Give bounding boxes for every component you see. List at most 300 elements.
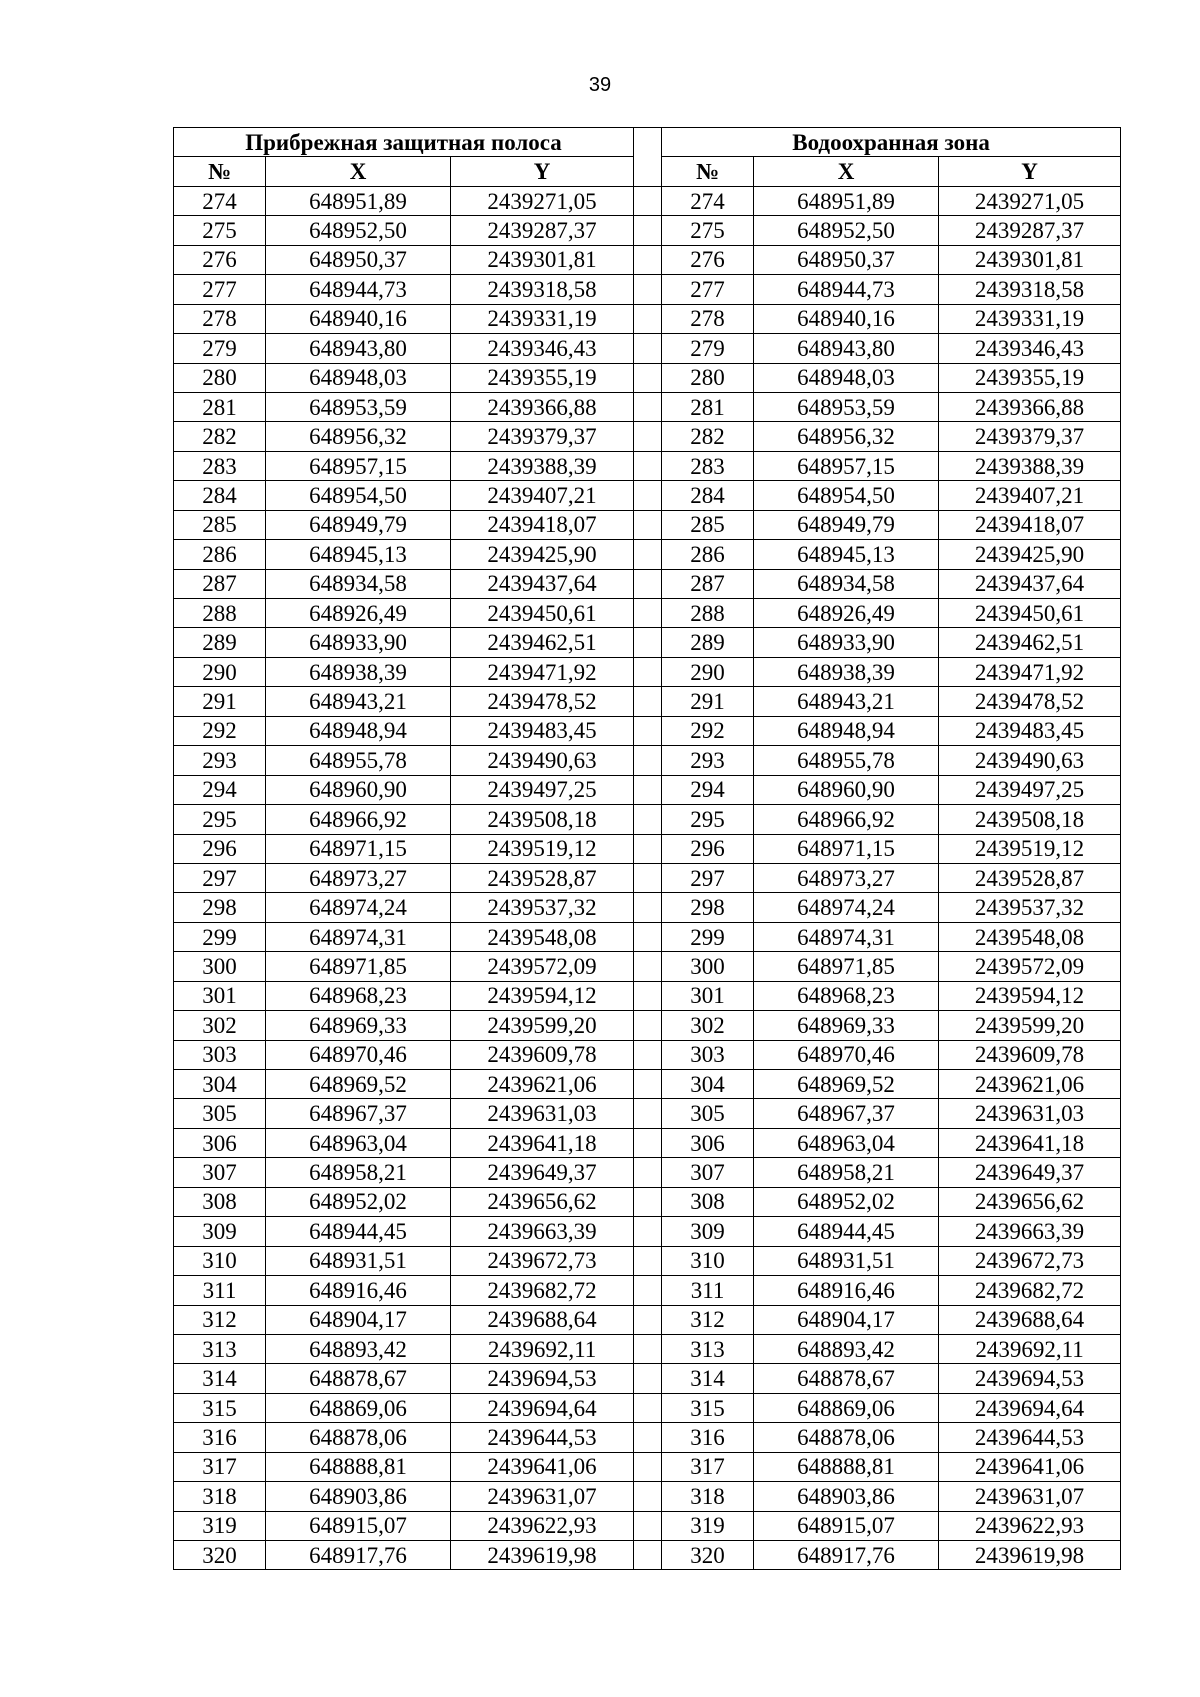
left-y-header: Y <box>451 157 634 186</box>
left-y-cell: 2439462,51 <box>451 628 634 657</box>
left-y-cell: 2439619,98 <box>451 1541 634 1570</box>
gap-cell <box>634 657 662 686</box>
left-x-cell: 648943,21 <box>266 687 451 716</box>
right-num-cell: 288 <box>662 599 754 628</box>
table-row <box>174 716 1121 745</box>
right-y-cell: 2439609,78 <box>939 1040 1121 1069</box>
gap-cell <box>634 540 662 569</box>
right-x-cell: 648903,86 <box>754 1482 939 1511</box>
right-y-cell: 2439621,06 <box>939 1070 1121 1099</box>
right-num-cell: 305 <box>662 1099 754 1128</box>
right-x-cell: 648966,92 <box>754 805 939 834</box>
right-num-cell: 301 <box>662 981 754 1010</box>
page-number: 39 <box>588 74 612 96</box>
left-y-cell: 2439471,92 <box>451 657 634 686</box>
gap-cell <box>634 1070 662 1099</box>
gap-cell <box>634 599 662 628</box>
right-y-cell: 2439346,43 <box>939 334 1121 363</box>
table-row <box>174 1305 1121 1334</box>
left-num-cell: 284 <box>174 481 266 510</box>
left-num-header: № <box>174 157 266 186</box>
table-row <box>174 1393 1121 1422</box>
left-y-cell: 2439537,32 <box>451 893 634 922</box>
right-x-cell: 648956,32 <box>754 422 939 451</box>
table-row <box>174 1099 1121 1128</box>
table-row <box>174 1070 1121 1099</box>
left-x-cell: 648957,15 <box>266 451 451 480</box>
right-num-cell: 304 <box>662 1070 754 1099</box>
right-x-cell: 648943,21 <box>754 687 939 716</box>
gap-cell <box>634 1128 662 1157</box>
right-x-cell: 648970,46 <box>754 1040 939 1069</box>
coordinates-table <box>173 127 1121 1570</box>
left-num-cell: 285 <box>174 510 266 539</box>
left-y-cell: 2439478,52 <box>451 687 634 716</box>
right-x-cell: 648953,59 <box>754 392 939 421</box>
gap-cell <box>634 1511 662 1540</box>
right-num-cell: 274 <box>662 186 754 215</box>
right-x-cell: 648944,45 <box>754 1217 939 1246</box>
right-x-cell: 648949,79 <box>754 510 939 539</box>
right-y-cell: 2439508,18 <box>939 805 1121 834</box>
right-y-cell: 2439641,18 <box>939 1128 1121 1157</box>
right-x-cell: 648931,51 <box>754 1246 939 1275</box>
gap-cell <box>634 363 662 392</box>
left-x-cell: 648948,94 <box>266 716 451 745</box>
right-x-cell: 648878,67 <box>754 1364 939 1393</box>
table-row <box>174 245 1121 274</box>
right-num-cell: 275 <box>662 216 754 245</box>
right-y-cell: 2439599,20 <box>939 1011 1121 1040</box>
right-num-cell: 277 <box>662 275 754 304</box>
gap-cell <box>634 1541 662 1570</box>
gap-cell <box>634 334 662 363</box>
gap-cell <box>634 1364 662 1393</box>
table-row <box>174 540 1121 569</box>
left-x-cell: 648869,06 <box>266 1393 451 1422</box>
left-num-cell: 307 <box>174 1158 266 1187</box>
left-x-cell: 648948,03 <box>266 363 451 392</box>
gap-cell <box>634 981 662 1010</box>
right-x-cell: 648974,31 <box>754 922 939 951</box>
gap-cell <box>634 510 662 539</box>
right-y-cell: 2439631,03 <box>939 1099 1121 1128</box>
left-y-cell: 2439656,62 <box>451 1187 634 1216</box>
right-num-cell: 300 <box>662 952 754 981</box>
left-num-cell: 320 <box>174 1541 266 1570</box>
gap-cell <box>634 569 662 598</box>
right-x-cell: 648948,03 <box>754 363 939 392</box>
table-row <box>174 510 1121 539</box>
table-row <box>174 746 1121 775</box>
right-x-cell: 648948,94 <box>754 716 939 745</box>
right-x-cell: 648878,06 <box>754 1423 939 1452</box>
right-x-cell: 648915,07 <box>754 1511 939 1540</box>
right-num-cell: 285 <box>662 510 754 539</box>
table-row <box>174 1364 1121 1393</box>
right-num-cell: 293 <box>662 746 754 775</box>
left-num-cell: 287 <box>174 569 266 598</box>
left-y-cell: 2439425,90 <box>451 540 634 569</box>
table-row <box>174 657 1121 686</box>
left-num-cell: 290 <box>174 657 266 686</box>
left-y-cell: 2439528,87 <box>451 863 634 892</box>
left-num-cell: 298 <box>174 893 266 922</box>
left-y-cell: 2439692,11 <box>451 1334 634 1363</box>
right-num-cell: 314 <box>662 1364 754 1393</box>
left-x-cell: 648952,02 <box>266 1187 451 1216</box>
right-y-cell: 2439271,05 <box>939 186 1121 215</box>
left-y-cell: 2439450,61 <box>451 599 634 628</box>
left-y-cell: 2439490,63 <box>451 746 634 775</box>
right-x-cell: 648967,37 <box>754 1099 939 1128</box>
gap-cell <box>634 1246 662 1275</box>
section-title-row <box>174 128 1121 157</box>
right-y-cell: 2439301,81 <box>939 245 1121 274</box>
left-y-cell: 2439599,20 <box>451 1011 634 1040</box>
gap-cell <box>634 1334 662 1363</box>
left-num-cell: 302 <box>174 1011 266 1040</box>
right-y-cell: 2439649,37 <box>939 1158 1121 1187</box>
left-y-cell: 2439694,53 <box>451 1364 634 1393</box>
left-y-cell: 2439682,72 <box>451 1276 634 1305</box>
right-x-cell: 648969,52 <box>754 1070 939 1099</box>
left-y-cell: 2439694,64 <box>451 1393 634 1422</box>
right-num-cell: 280 <box>662 363 754 392</box>
left-y-cell: 2439621,06 <box>451 1070 634 1099</box>
left-x-cell: 648933,90 <box>266 628 451 657</box>
left-x-cell: 648971,85 <box>266 952 451 981</box>
gap-cell <box>634 1099 662 1128</box>
left-num-cell: 278 <box>174 304 266 333</box>
table-gap <box>634 128 662 187</box>
right-x-cell: 648969,33 <box>754 1011 939 1040</box>
table-row <box>174 451 1121 480</box>
right-x-cell: 648958,21 <box>754 1158 939 1187</box>
left-num-cell: 274 <box>174 186 266 215</box>
right-y-cell: 2439631,07 <box>939 1482 1121 1511</box>
left-num-cell: 275 <box>174 216 266 245</box>
right-num-cell: 320 <box>662 1541 754 1570</box>
left-x-cell: 648955,78 <box>266 746 451 775</box>
right-y-cell: 2439366,88 <box>939 392 1121 421</box>
left-y-cell: 2439641,06 <box>451 1452 634 1481</box>
left-num-cell: 310 <box>174 1246 266 1275</box>
right-x-cell: 648934,58 <box>754 569 939 598</box>
right-y-cell: 2439450,61 <box>939 599 1121 628</box>
table-row <box>174 422 1121 451</box>
right-x-cell: 648974,24 <box>754 893 939 922</box>
right-num-cell: 281 <box>662 392 754 421</box>
right-num-cell: 317 <box>662 1452 754 1481</box>
gap-cell <box>634 687 662 716</box>
right-num-cell: 319 <box>662 1511 754 1540</box>
right-y-cell: 2439483,45 <box>939 716 1121 745</box>
left-num-cell: 309 <box>174 1217 266 1246</box>
right-x-cell: 648916,46 <box>754 1276 939 1305</box>
left-y-cell: 2439672,73 <box>451 1246 634 1275</box>
right-y-cell: 2439694,64 <box>939 1393 1121 1422</box>
right-y-cell: 2439641,06 <box>939 1452 1121 1481</box>
left-x-cell: 648944,73 <box>266 275 451 304</box>
gap-cell <box>634 245 662 274</box>
left-x-cell: 648968,23 <box>266 981 451 1010</box>
table-row <box>174 186 1121 215</box>
right-y-cell: 2439425,90 <box>939 540 1121 569</box>
left-x-cell: 648960,90 <box>266 775 451 804</box>
gap-cell <box>634 1158 662 1187</box>
left-num-cell: 280 <box>174 363 266 392</box>
left-x-cell: 648971,15 <box>266 834 451 863</box>
right-num-cell: 282 <box>662 422 754 451</box>
right-num-cell: 287 <box>662 569 754 598</box>
left-y-cell: 2439508,18 <box>451 805 634 834</box>
left-x-cell: 648943,80 <box>266 334 451 363</box>
right-y-cell: 2439594,12 <box>939 981 1121 1010</box>
left-y-cell: 2439483,45 <box>451 716 634 745</box>
right-num-cell: 311 <box>662 1276 754 1305</box>
right-x-cell: 648926,49 <box>754 599 939 628</box>
right-section-title: Водоохранная зона <box>662 128 1121 157</box>
gap-cell <box>634 1276 662 1305</box>
right-x-header: X <box>754 157 939 186</box>
right-y-cell: 2439619,98 <box>939 1541 1121 1570</box>
gap-cell <box>634 952 662 981</box>
left-x-cell: 648917,76 <box>266 1541 451 1570</box>
table-row <box>174 952 1121 981</box>
table-row <box>174 304 1121 333</box>
right-y-cell: 2439663,39 <box>939 1217 1121 1246</box>
gap-cell <box>634 805 662 834</box>
left-y-cell: 2439622,93 <box>451 1511 634 1540</box>
table-header <box>174 128 1121 187</box>
right-x-cell: 648933,90 <box>754 628 939 657</box>
left-y-cell: 2439631,03 <box>451 1099 634 1128</box>
table-row <box>174 1158 1121 1187</box>
left-x-cell: 648878,67 <box>266 1364 451 1393</box>
right-y-cell: 2439355,19 <box>939 363 1121 392</box>
left-num-cell: 314 <box>174 1364 266 1393</box>
left-num-cell: 301 <box>174 981 266 1010</box>
left-x-cell: 648974,31 <box>266 922 451 951</box>
table-row <box>174 1187 1121 1216</box>
right-y-cell: 2439537,32 <box>939 893 1121 922</box>
left-y-cell: 2439688,64 <box>451 1305 634 1334</box>
right-num-cell: 283 <box>662 451 754 480</box>
table-row <box>174 216 1121 245</box>
right-y-cell: 2439379,37 <box>939 422 1121 451</box>
left-num-cell: 306 <box>174 1128 266 1157</box>
left-num-cell: 282 <box>174 422 266 451</box>
left-y-cell: 2439318,58 <box>451 275 634 304</box>
gap-cell <box>634 628 662 657</box>
right-y-cell: 2439437,64 <box>939 569 1121 598</box>
left-y-cell: 2439271,05 <box>451 186 634 215</box>
right-x-cell: 648940,16 <box>754 304 939 333</box>
left-num-cell: 305 <box>174 1099 266 1128</box>
table-row <box>174 863 1121 892</box>
left-num-cell: 283 <box>174 451 266 480</box>
left-y-cell: 2439355,19 <box>451 363 634 392</box>
right-x-cell: 648945,13 <box>754 540 939 569</box>
table-row <box>174 392 1121 421</box>
left-num-cell: 313 <box>174 1334 266 1363</box>
table-row <box>174 981 1121 1010</box>
gap-cell <box>634 275 662 304</box>
right-y-cell: 2439694,53 <box>939 1364 1121 1393</box>
left-num-cell: 308 <box>174 1187 266 1216</box>
left-x-cell: 648903,86 <box>266 1482 451 1511</box>
table-row <box>174 1246 1121 1275</box>
left-num-cell: 291 <box>174 687 266 716</box>
right-y-cell: 2439471,92 <box>939 657 1121 686</box>
left-y-cell: 2439301,81 <box>451 245 634 274</box>
right-x-cell: 648893,42 <box>754 1334 939 1363</box>
right-y-cell: 2439682,72 <box>939 1276 1121 1305</box>
right-num-cell: 309 <box>662 1217 754 1246</box>
table-row <box>174 1011 1121 1040</box>
right-x-cell: 648955,78 <box>754 746 939 775</box>
right-num-cell: 296 <box>662 834 754 863</box>
left-x-cell: 648974,24 <box>266 893 451 922</box>
left-y-cell: 2439641,18 <box>451 1128 634 1157</box>
table-row <box>174 481 1121 510</box>
left-num-cell: 315 <box>174 1393 266 1422</box>
table-body <box>174 186 1121 1570</box>
right-x-cell: 648904,17 <box>754 1305 939 1334</box>
gap-cell <box>634 1423 662 1452</box>
left-y-cell: 2439519,12 <box>451 834 634 863</box>
left-num-cell: 319 <box>174 1511 266 1540</box>
left-y-cell: 2439407,21 <box>451 481 634 510</box>
left-num-cell: 297 <box>174 863 266 892</box>
left-y-cell: 2439366,88 <box>451 392 634 421</box>
left-y-cell: 2439497,25 <box>451 775 634 804</box>
table-row <box>174 363 1121 392</box>
right-x-cell: 648960,90 <box>754 775 939 804</box>
right-y-cell: 2439572,09 <box>939 952 1121 981</box>
right-num-cell: 313 <box>662 1334 754 1363</box>
left-num-cell: 303 <box>174 1040 266 1069</box>
right-num-cell: 312 <box>662 1305 754 1334</box>
right-y-cell: 2439318,58 <box>939 275 1121 304</box>
right-x-cell: 648952,02 <box>754 1187 939 1216</box>
table-row <box>174 1040 1121 1069</box>
left-y-cell: 2439649,37 <box>451 1158 634 1187</box>
left-x-cell: 648969,33 <box>266 1011 451 1040</box>
right-y-cell: 2439418,07 <box>939 510 1121 539</box>
table-row <box>174 1334 1121 1363</box>
right-x-cell: 648869,06 <box>754 1393 939 1422</box>
table-row <box>174 1541 1121 1570</box>
right-y-cell: 2439462,51 <box>939 628 1121 657</box>
left-x-cell: 648945,13 <box>266 540 451 569</box>
left-y-cell: 2439437,64 <box>451 569 634 598</box>
gap-cell <box>634 922 662 951</box>
right-num-cell: 308 <box>662 1187 754 1216</box>
left-num-cell: 292 <box>174 716 266 745</box>
right-y-cell: 2439490,63 <box>939 746 1121 775</box>
left-num-cell: 276 <box>174 245 266 274</box>
left-x-cell: 648966,92 <box>266 805 451 834</box>
right-x-cell: 648952,50 <box>754 216 939 245</box>
left-x-cell: 648952,50 <box>266 216 451 245</box>
left-y-cell: 2439644,53 <box>451 1423 634 1452</box>
left-y-cell: 2439418,07 <box>451 510 634 539</box>
right-num-cell: 298 <box>662 893 754 922</box>
left-y-cell: 2439609,78 <box>451 1040 634 1069</box>
table-row <box>174 687 1121 716</box>
right-num-cell: 316 <box>662 1423 754 1452</box>
left-num-cell: 318 <box>174 1482 266 1511</box>
left-num-cell: 293 <box>174 746 266 775</box>
right-y-cell: 2439622,93 <box>939 1511 1121 1540</box>
right-x-cell: 648973,27 <box>754 863 939 892</box>
right-y-cell: 2439497,25 <box>939 775 1121 804</box>
right-num-cell: 302 <box>662 1011 754 1040</box>
left-x-header: X <box>266 157 451 186</box>
right-num-cell: 289 <box>662 628 754 657</box>
left-x-cell: 648915,07 <box>266 1511 451 1540</box>
table-row <box>174 893 1121 922</box>
left-section-title: Прибрежная защитная полоса <box>174 128 634 157</box>
left-num-cell: 312 <box>174 1305 266 1334</box>
gap-cell <box>634 1393 662 1422</box>
left-x-cell: 648916,46 <box>266 1276 451 1305</box>
left-y-cell: 2439287,37 <box>451 216 634 245</box>
left-num-cell: 311 <box>174 1276 266 1305</box>
left-num-cell: 295 <box>174 805 266 834</box>
table-row <box>174 1423 1121 1452</box>
right-num-cell: 292 <box>662 716 754 745</box>
left-num-cell: 299 <box>174 922 266 951</box>
left-num-cell: 316 <box>174 1423 266 1452</box>
left-y-cell: 2439548,08 <box>451 922 634 951</box>
right-num-header: № <box>662 157 754 186</box>
right-y-cell: 2439331,19 <box>939 304 1121 333</box>
left-y-cell: 2439331,19 <box>451 304 634 333</box>
right-num-cell: 276 <box>662 245 754 274</box>
gap-cell <box>634 422 662 451</box>
right-y-cell: 2439528,87 <box>939 863 1121 892</box>
gap-cell <box>634 451 662 480</box>
left-num-cell: 304 <box>174 1070 266 1099</box>
right-x-cell: 648938,39 <box>754 657 939 686</box>
right-num-cell: 297 <box>662 863 754 892</box>
gap-cell <box>634 863 662 892</box>
right-x-cell: 648957,15 <box>754 451 939 480</box>
right-y-cell: 2439407,21 <box>939 481 1121 510</box>
gap-cell <box>634 481 662 510</box>
right-num-cell: 279 <box>662 334 754 363</box>
right-y-cell: 2439548,08 <box>939 922 1121 951</box>
gap-cell <box>634 775 662 804</box>
left-num-cell: 288 <box>174 599 266 628</box>
right-y-cell: 2439388,39 <box>939 451 1121 480</box>
gap-cell <box>634 1305 662 1334</box>
right-num-cell: 307 <box>662 1158 754 1187</box>
right-x-cell: 648917,76 <box>754 1541 939 1570</box>
left-num-cell: 317 <box>174 1452 266 1481</box>
right-x-cell: 648943,80 <box>754 334 939 363</box>
left-x-cell: 648956,32 <box>266 422 451 451</box>
left-x-cell: 648934,58 <box>266 569 451 598</box>
right-y-header: Y <box>939 157 1121 186</box>
right-num-cell: 318 <box>662 1482 754 1511</box>
table-row <box>174 1511 1121 1540</box>
gap-cell <box>634 1040 662 1069</box>
right-num-cell: 306 <box>662 1128 754 1157</box>
